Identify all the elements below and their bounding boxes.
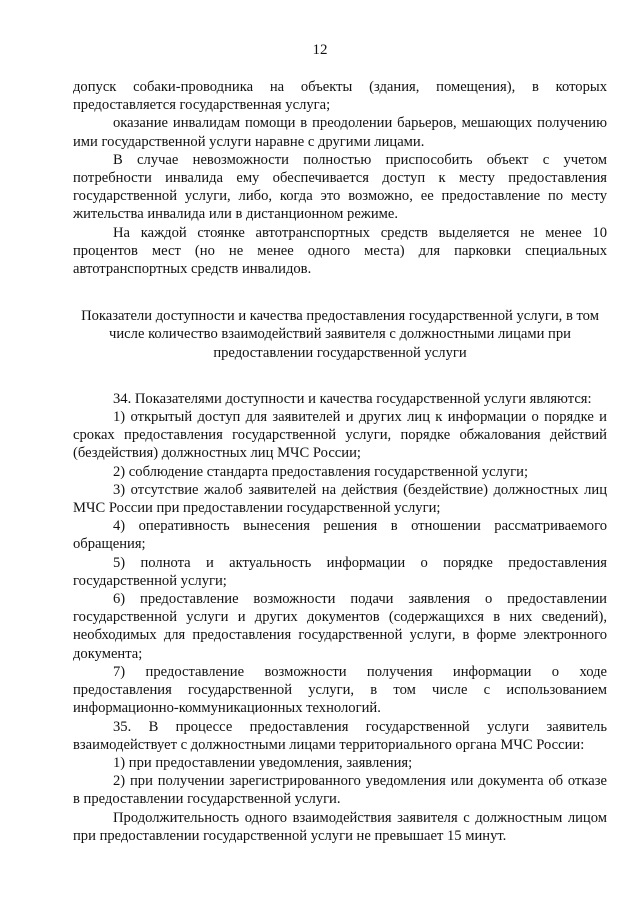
list-item-35-1: 1) при предоставлении уведомления, заявления;: [113, 754, 413, 771]
paragraph-assistance: оказание инвалидам помощи в преодолении барьеров, мешающих получению ими государственной услуги наравне с другими лицами.: [73, 115, 607, 150]
document-body: [73, 78, 607, 845]
list-item-34-6: 6) предоставление возможности подачи заявления о предоставлении государственной услуги и других документов (содержащихся в них сведений), необходимых для предоставления государственной услуги, в форме электронного документа;: [73, 591, 607, 662]
list-item-34-3: 3) отсутствие жалоб заявителей на действия (бездействие) должностных лиц МЧС России при предоставлении государственной услуги;: [73, 481, 607, 517]
section-heading: Показатели доступности и качества предоставления государственной услуги, в том числе количество взаимодействий заявителя с должностными лицами при предоставлении государственной услуги: [81, 308, 599, 361]
paragraph-impossibility: В случае невозможности полностью приспособить объект с учетом потребности инвалида ему обеспечивается доступ к месту предоставления государственной услуги, либо, когда это возможно, ее предоставление по месту жительства инвалида или в дистанционном режиме.: [73, 151, 607, 223]
list-item-34-5: 5) полнота и актуальность информации о порядке предоставления государственной услуги;: [73, 554, 607, 589]
paragraph-35-intro: 35. В процессе предоставления государственной услуги заявитель взаимодействует с должностными лицами территориального органа МЧС России:: [73, 718, 607, 753]
list-item-35-2: 2) при получении зарегистрированного уведомления или документа об отказе в предоставлении государственной услуги.: [73, 773, 607, 808]
list-item-34-7: 7) предоставление возможности получения информации о ходе предоставления государственной услуги, в том числе с использованием информационно-коммуникационных технологий.: [73, 663, 607, 717]
paragraph-34-intro: 34. Показателями доступности и качества государственной услуги являются:: [113, 390, 592, 407]
list-item-34-4: 4) оперативность вынесения решения в отношении рассматриваемого обращения;: [73, 518, 607, 553]
paragraph-parking: На каждой стоянке автотранспортных средств выделяется не менее 10 процентов мест (но не менее одного места) для парковки специальных автотранспортных средств инвалидов.: [73, 224, 607, 278]
page-number: 12: [312, 42, 328, 58]
paragraph-guide-dog: допуск собаки-проводника на объекты (здания, помещения), в которых предоставляется государственная услуга;: [73, 79, 607, 114]
list-item-34-2: 2) соблюдение стандарта предоставления государственной услуги;: [113, 463, 529, 480]
paragraph-duration: Продолжительность одного взаимодействия заявителя с должностным лицом при предоставлении государственной услуги не превышает 15 минут.: [73, 809, 607, 844]
list-item-34-1: 1) открытый доступ для заявителей и других лиц к информации о порядке и сроках предоставления государственной услуги, порядке обжалования действий (бездействия) должностных лиц МЧС России;: [73, 409, 607, 462]
